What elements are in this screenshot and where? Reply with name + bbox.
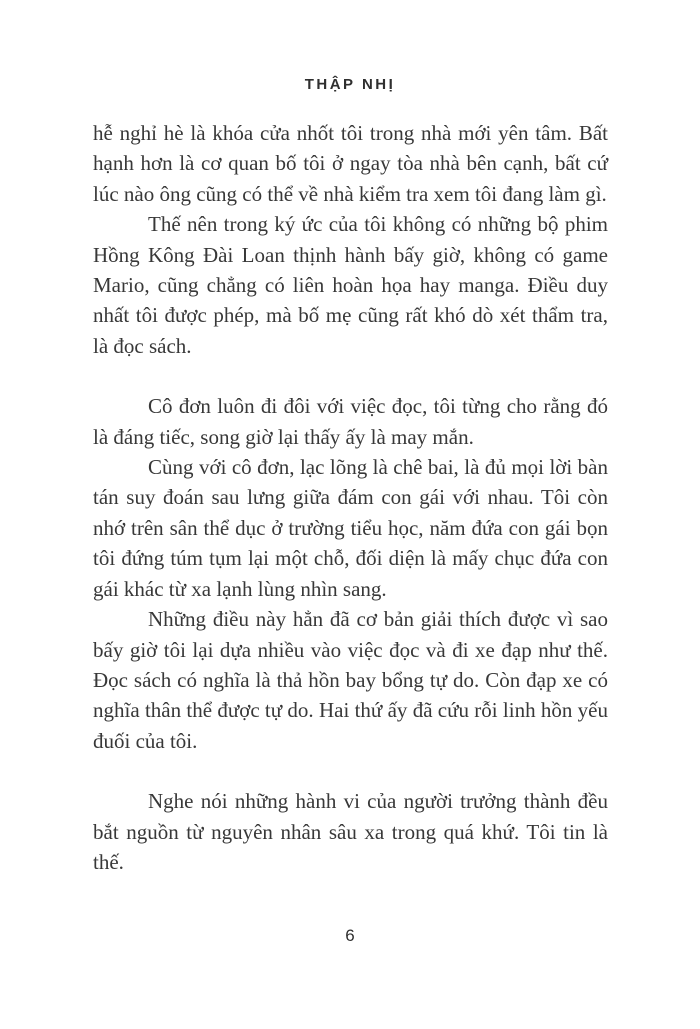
paragraph: Thế nên trong ký ức của tôi không có những bộ phim Hồng Kông Đài Loan thịnh hành bấy giờ, không có game Mario, cũng chẳng có liên hoàn họa hay manga. Điều duy nhất tôi được phép, mà bố mẹ cũng rất khó dò xét thẩm tra, là đọc sách. — [93, 212, 608, 358]
running-header: THẬP NHỊ — [304, 76, 396, 93]
paragraph: Những điều này hẳn đã cơ bản giải thích được vì sao bấy giờ tôi lại dựa nhiều vào việc đọc và đi xe đạp như thế. Đọc sách có nghĩa là thả hồn bay bổng tự do. Còn đạp xe có nghĩa thân thể được tự do. Hai thứ ấy đã cứu rỗi linh hồn yếu đuối của tôi. — [93, 607, 608, 753]
page-number: 6 — [345, 926, 355, 945]
paragraph: Cô đơn luôn đi đôi với việc đọc, tôi từng cho rằng đó là đáng tiếc, song giờ lại thấy ấy là may mắn. — [93, 394, 608, 449]
text-block — [93, 118, 608, 877]
paragraph: Nghe nói những hành vi của người trưởng thành đều bắt nguồn từ nguyên nhân sâu xa trong quá khứ. Tôi tin là thế. — [93, 789, 608, 874]
paragraph: Cùng với cô đơn, lạc lõng là chê bai, là đủ mọi lời bàn tán suy đoán sau lưng giữa đám con gái với nhau. Tôi còn nhớ trên sân thể dục ở trường tiểu học, năm đứa con gái bọn tôi đứng túm tụm lại một chỗ, đối diện là mấy chục đứa con gái khác từ xa lạnh lùng nhìn sang. — [93, 455, 608, 601]
paragraph: hễ nghỉ hè là khóa cửa nhốt tôi trong nhà mới yên tâm. Bất hạnh hơn là cơ quan bố tôi ở ngay tòa nhà bên cạnh, bất cứ lúc nào ông cũng có thể về nhà kiểm tra xem tôi đang làm gì. — [93, 121, 608, 206]
